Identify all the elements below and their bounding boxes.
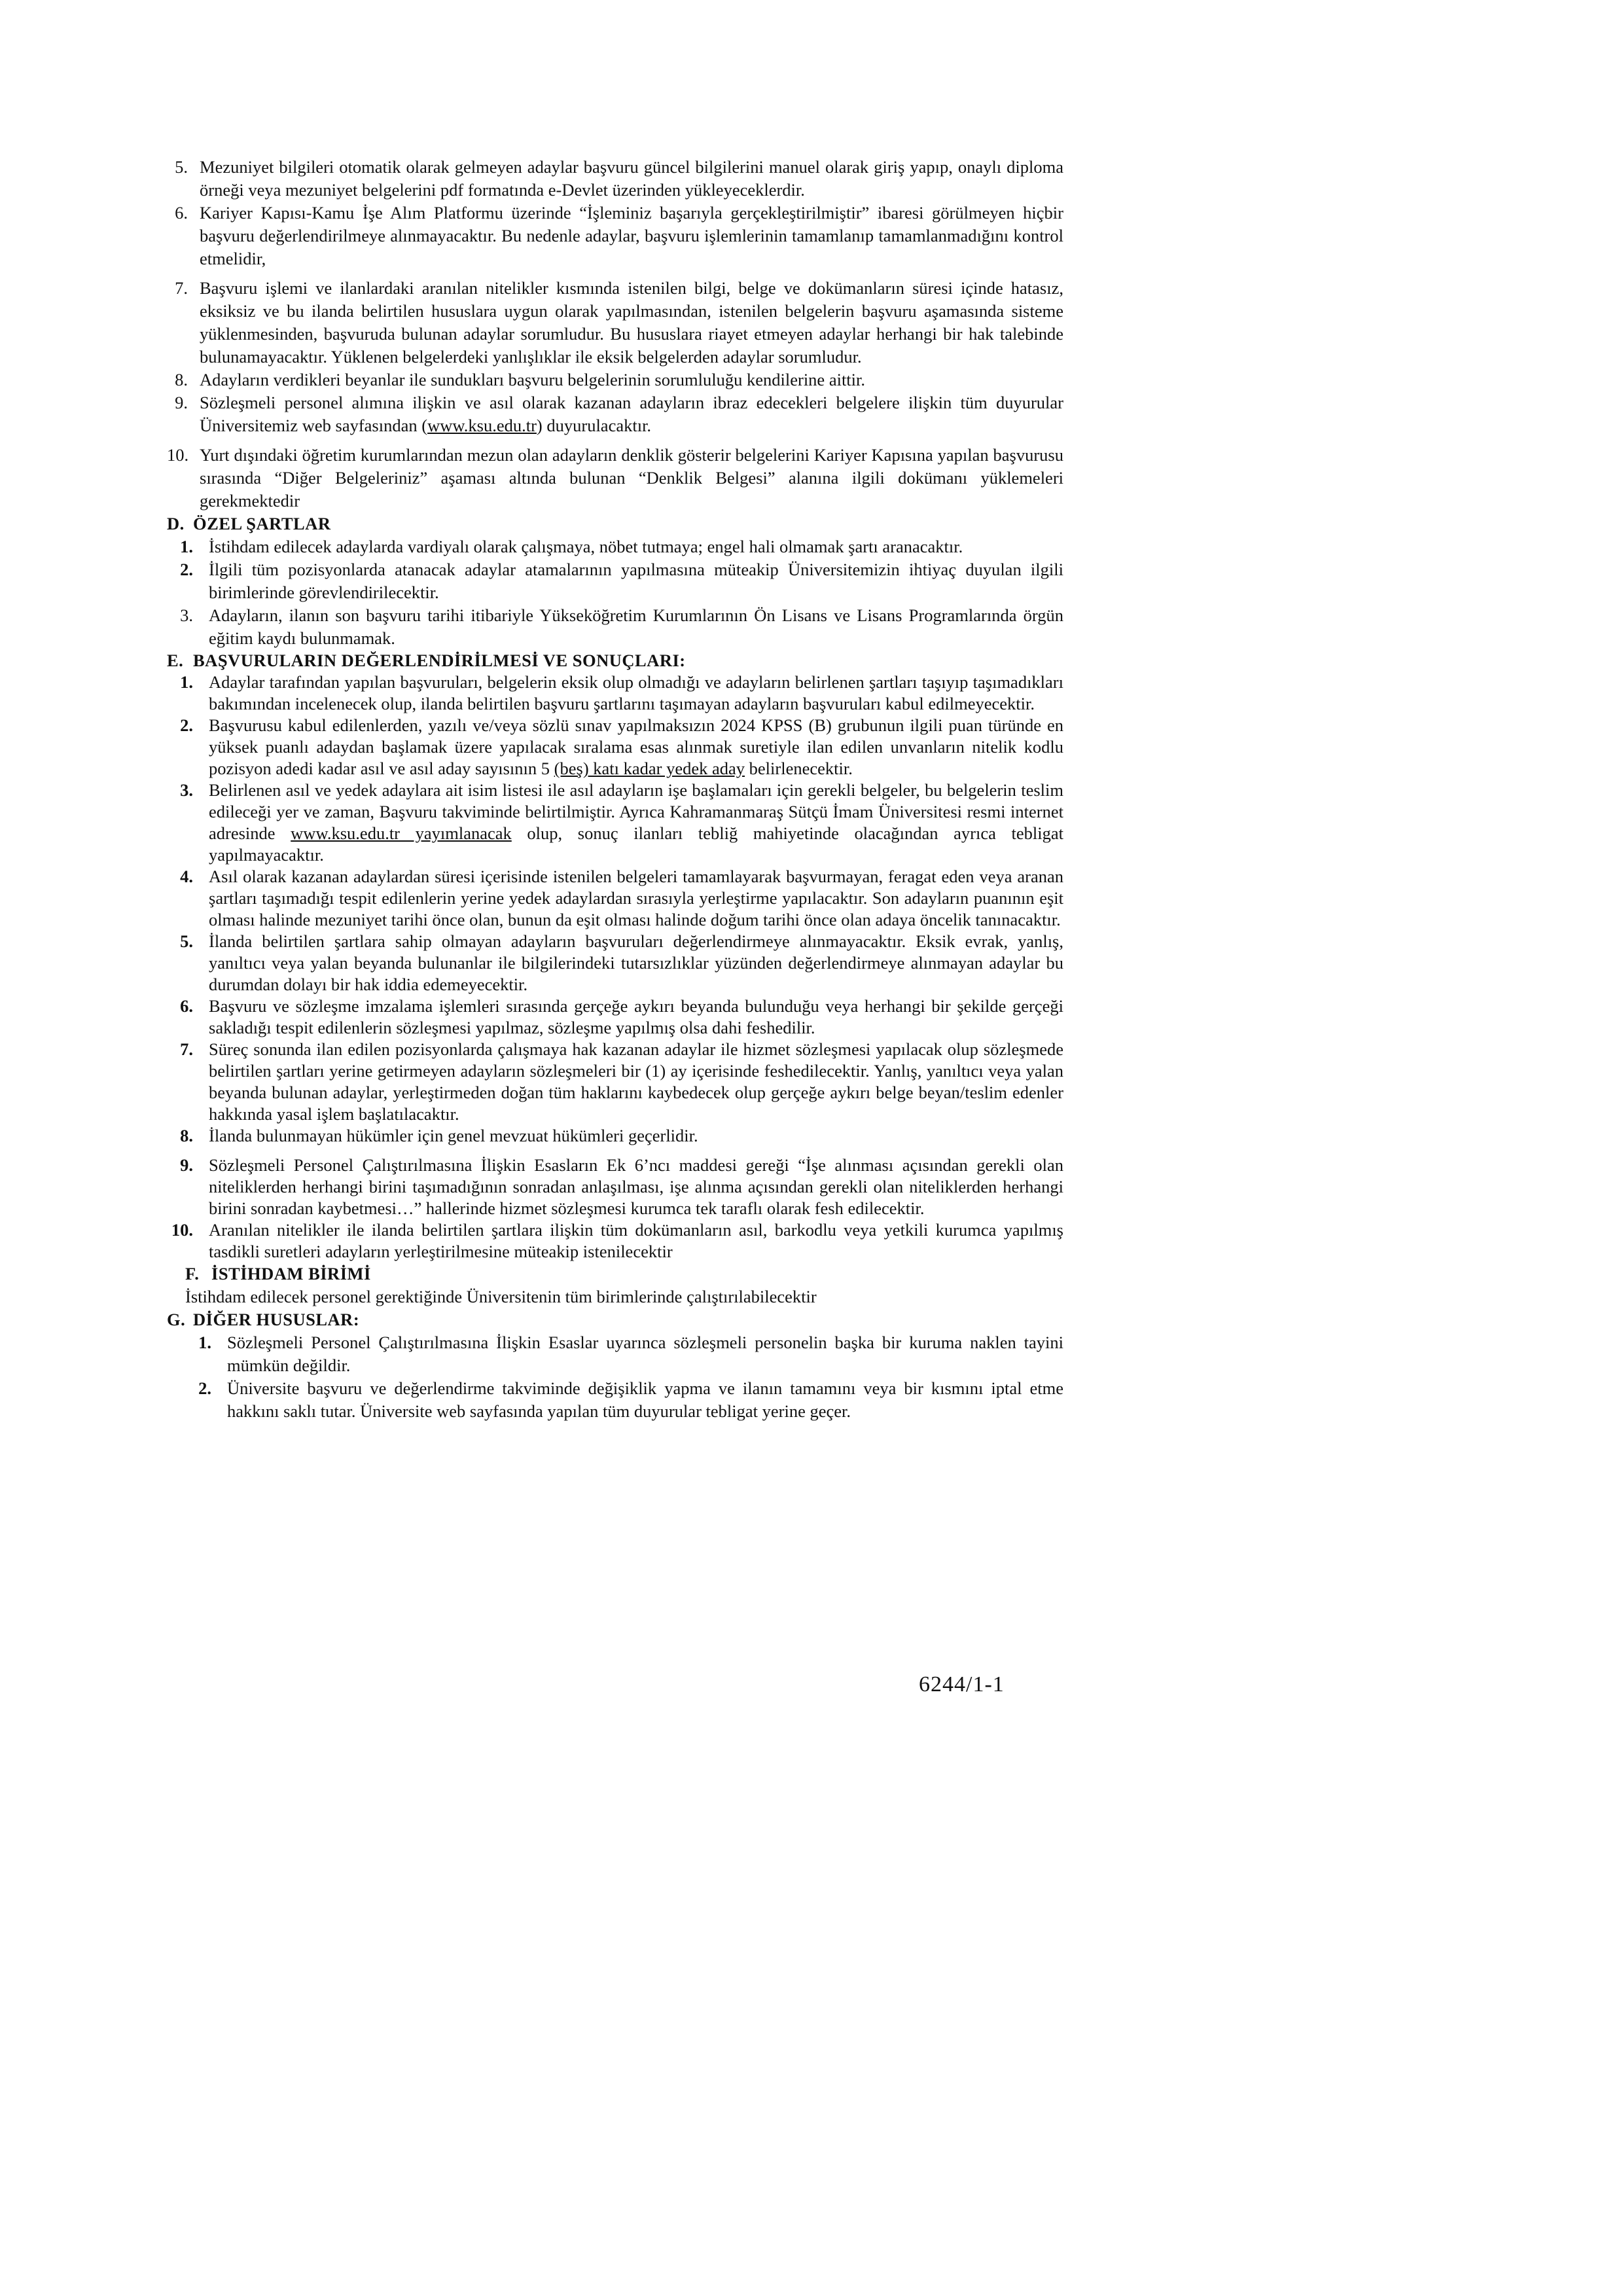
- list-item: [167, 535, 1063, 558]
- list-item: [167, 202, 1063, 270]
- list-item: [167, 444, 1063, 512]
- item-number: 10.: [167, 445, 189, 465]
- item-number: 7.: [180, 1039, 193, 1059]
- list-item: [167, 391, 1063, 437]
- list-item: [167, 780, 1063, 866]
- item-text: Başvuru ve sözleşme imzalama işlemleri sırasında gerçeğe aykırı beyanda bulunduğu veya herhangi bir şekilde gerçeği sakladığı tespit edilenlerin sözleşmesi yapılmaz, sözleşme yapılmış olsa dahi feshedilir.: [209, 996, 1063, 1037]
- item-number: 3.: [180, 780, 193, 800]
- list-item: [167, 1125, 1063, 1147]
- section-letter: G.: [167, 1310, 186, 1329]
- section-evaluation-results: [167, 650, 1063, 1263]
- item-number: 8.: [180, 1126, 193, 1145]
- list-item: [167, 1219, 1063, 1263]
- item-text: Adaylar tarafından yapılan başvuruları, belgelerin eksik olup olmadığı ve adayların belirlenen şartları taşıyıp taşımadıkları bakımından incelenecek olup, ilanda belirtilen başvuru şartlarını taşımayan adayların başvuruları kabul edilmeyecektir.: [209, 672, 1063, 713]
- item-text: Yurt dışındaki öğretim kurumlarından mezun olan adayların denklik gösterir belgelerini Kariyer Kapısına yapılan başvurusu sırasında “Diğer Belgeleriniz” aşaması altında bulunan “Denklik Belgesi” alanına ilgili dokümanı yüklemeleri gerekmektedir: [200, 445, 1063, 511]
- item-text: İstihdam edilecek adaylarda vardiyalı olarak çalışmaya, nöbet tutmaya; engel hali olmamak şartı aranacaktır.: [209, 537, 963, 556]
- item-number: 2.: [198, 1378, 211, 1398]
- text-segment: Sözleşmeli personel alımına ilişkin ve asıl olarak kazanan adayların ibraz edecekleri belgelere ilişkin tüm duyurular Üniversitemiz web sayfasından (: [200, 393, 1063, 435]
- section-title: DİĞER HUSUSLAR:: [193, 1310, 360, 1329]
- section-heading: [167, 1308, 1063, 1331]
- item-text: İlanda bulunmayan hükümler için genel mevzuat hükümleri geçerlidir.: [209, 1126, 698, 1145]
- document-reference-number: 6244/1-1: [919, 1672, 1005, 1696]
- list-item: [167, 866, 1063, 931]
- section-special-conditions: [167, 512, 1063, 650]
- item-number: 2.: [180, 560, 193, 579]
- section-letter: F.: [185, 1264, 200, 1283]
- item-number: 10.: [171, 1220, 193, 1240]
- item-text: Asıl olarak kazanan adaylardan süresi içerisinde istenilen belgeleri tamamlayarak başvurmayan, feragat eden veya aranan şartları taşımadığı tespit edilenlerin yerine yedek adaylardan sırasıyla yerleştirme yapılacaktır. Son adayların puanının eşit olması halinde mezuniyet tarihi önce olan, bunun da eşit olması halinde doğum tarihi önce olan adaya öncelik tanınacaktır.: [209, 867, 1063, 929]
- list-item: [167, 715, 1063, 780]
- list-item: [167, 931, 1063, 996]
- item-text: Sözleşmeli Personel Çalıştırılmasına İlişkin Esaslar uyarınca sözleşmeli personelin başka bir kuruma naklen tayini mümkün değildir.: [227, 1333, 1063, 1375]
- underlined-text: (beş) katı kadar yedek aday: [554, 759, 745, 778]
- section-title: İSTİHDAM BİRİMİ: [211, 1264, 371, 1283]
- item-number: 6.: [180, 996, 193, 1016]
- item-text: Adayların, ilanın son başvuru tarihi itibariyle Yükseköğretim Kurumlarının Ön Lisans ve Lisans Programlarında örgün eğitim kaydı bulunmamak.: [209, 605, 1063, 648]
- item-text: Mezuniyet bilgileri otomatik olarak gelmeyen adaylar başvuru güncel bilgilerini manuel olarak giriş yapıp, onaylı diploma örneği veya mezuniyet belgelerini pdf formatında e-Devlet üzerinden yükleyeceklerdir.: [200, 157, 1063, 200]
- section-letter: D.: [167, 514, 185, 533]
- item-number: 9.: [180, 1155, 193, 1175]
- item-number: 5.: [180, 931, 193, 951]
- item-number: 2.: [180, 715, 193, 735]
- item-number: 6.: [175, 203, 188, 223]
- section-heading: [167, 512, 1063, 535]
- list-item: [167, 277, 1063, 368]
- item-text: [200, 391, 1063, 437]
- list-item: [167, 604, 1063, 650]
- item-number: 5.: [175, 157, 188, 177]
- section-title: BAŞVURULARIN DEĞERLENDİRİLMESİ VE SONUÇLARI:: [193, 651, 686, 670]
- list-item: [167, 558, 1063, 604]
- item-text: Adayların verdikleri beyanlar ile sundukları başvuru belgelerinin sorumluluğu kendilerine aittir.: [200, 370, 866, 389]
- item-number: 7.: [175, 278, 188, 298]
- list-item: [167, 1377, 1063, 1423]
- document-page: [167, 156, 1063, 1423]
- list-item: [167, 1331, 1063, 1377]
- item-text: Üniversite başvuru ve değerlendirme takviminde değişiklik yapma ve ilanın tamamını veya bir kısmını iptal etme hakkını saklı tutar. Üniversite web sayfasında yapılan tüm duyurular tebligat yerine geçer.: [227, 1378, 1063, 1421]
- item-number: 1.: [180, 537, 193, 556]
- item-text: Başvuru işlemi ve ilanlardaki aranılan nitelikler kısmında istenilen bilgi, belge ve dokümanların süresi içinde hatasız, eksiksiz ve bu ilanda belirtilen hususlara uygun olarak yapılmasından, istenilen belgelerin başvuru aşamasında sisteme yüklenmesinden, başvuruda bulunan adaylar sorumludur. Bu hususlara riayet etmeyen adaylar herhangi bir hak talebinde bulunamayacaktır. Yüklenen belgelerdeki yanlışlıklar ile eksik belgelerden adaylar sorumludur.: [200, 278, 1063, 367]
- list-item: [167, 368, 1063, 391]
- item-number: 1.: [180, 672, 193, 692]
- text-segment: olup, sonuç ilanları tebliğ mahiyetinde olacağından ayrıca tebligat yapılmayacaktır.: [209, 823, 1063, 865]
- section-letter: E.: [167, 651, 184, 670]
- item-text: Kariyer Kapısı-Kamu İşe Alım Platformu üzerinde “İşleminiz başarıyla gerçekleştirilmiştir” ibaresi görülmeyen hiçbir başvuru değerlendirilmeye alınmayacaktır. Bu nedenle adaylar, başvuru işlemlerinin tamamlanıp tamamlanmadığını kontrol etmelidir,: [200, 203, 1063, 268]
- list-item: [167, 1155, 1063, 1219]
- item-text: Süreç sonunda ilan edilen pozisyonlarda çalışmaya hak kazanan adaylar ile hizmet sözleşmesi yapılacak olup sözleşmede belirtilen şartları yerine getirmeyen adayların sözleşmeleri bir (1) ay içerisinde feshedilecektir. Yanlış, yanıltıcı veya yalan beyanda bulunan adaylar, yerleştirmeden doğan tüm haklarını kaybedecek olup gerçeğe aykırı belge beyan/teslim edenler hakkında yasal işlem başlatılacaktır.: [209, 1039, 1063, 1124]
- item-text: [209, 715, 1063, 780]
- website-link[interactable]: www.ksu.edu.tr yayımlanacak: [291, 823, 512, 843]
- item-text: [209, 780, 1063, 866]
- item-text: İlanda belirtilen şartlara sahip olmayan adayların başvuruları değerlendirmeye alınmayacaktır. Eksik evrak, yanlış, yanıltıcı veya yalan beyanda bulunanlar ile bilgilerindeki tutarsızlıklar yüzünden değerlendirmeye alınmayan adaylar bu durumdan dolayı bir hak iddia edemeyecektir.: [209, 931, 1063, 994]
- list-item: [167, 672, 1063, 715]
- text-segment: belirlenecektir.: [745, 759, 853, 778]
- item-text: Aranılan nitelikler ile ilanda belirtilen şartlara ilişkin tüm dokümanların asıl, barkodlu veya yetkili kurumca yapılmış tasdikli suretleri adayların yerleştirilmesine müteakip istenilecektir: [209, 1220, 1063, 1261]
- item-number: 9.: [175, 393, 188, 412]
- item-number: 8.: [175, 370, 188, 389]
- section-other-matters: [167, 1308, 1063, 1423]
- list-item: [167, 1039, 1063, 1125]
- list-item: [167, 996, 1063, 1039]
- text-segment: ) duyurulacaktır.: [536, 416, 652, 435]
- item-number: 1.: [198, 1333, 211, 1352]
- section-employment-unit: [167, 1263, 1063, 1308]
- item-text: Sözleşmeli Personel Çalıştırılmasına İlişkin Esasların Ek 6’ncı maddesi gereği “İşe alınması açısından gerekli olan niteliklerden herhangi birini taşımadığının sonradan anlaşılması, işe alınma açısından gerekli olan niteliklerden herhangi birini sonradan kaybetmesi…” hallerinde hizmet sözleşmesi kurumca tek taraflı olarak fesh edilecektir.: [209, 1155, 1063, 1218]
- section-text: İstihdam edilecek personel gerektiğinde Üniversitenin tüm birimlerinde çalıştırılabilecektir: [185, 1287, 817, 1306]
- text-segment: Belirlenen asıl ve yedek adaylara ait isim listesi ile asıl adayların işe başlamaları için gerekli belgeler, bu belgelerin teslim edileceği yer ve zaman, Başvuru takviminde belirtilmiştir. Ayrıca Kahramanmaraş Sütçü İmam Üniversitesi resmi internet adresinde: [209, 780, 1063, 843]
- text-segment: Başvurusu kabul edilenlerden, yazılı ve/veya sözlü sınav yapılmaksızın 2024 KPSS (B) grubunun ilgili puan türünde en yüksek puanlı adaydan başlamak üzere yapılacak sıralama esas alınmak suretiyle ilan edilen unvanların nitelik kodlu pozisyon adedi kadar asıl ve asıl aday sayısının 5: [209, 715, 1063, 778]
- section-title: ÖZEL ŞARTLAR: [193, 514, 331, 533]
- item-number: 4.: [180, 867, 193, 886]
- list-item: [167, 156, 1063, 202]
- application-rules-list: [167, 156, 1063, 512]
- item-number: 3.: [180, 605, 193, 625]
- website-link[interactable]: www.ksu.edu.tr: [427, 416, 537, 435]
- section-heading: [185, 1263, 1063, 1285]
- item-text: İlgili tüm pozisyonlarda atanacak adaylar atamalarının yapılmasına müteakip Üniversitemizin ihtiyaç duyulan ilgili birimlerinde görevlendirilecektir.: [209, 560, 1063, 602]
- section-heading: [167, 650, 1063, 672]
